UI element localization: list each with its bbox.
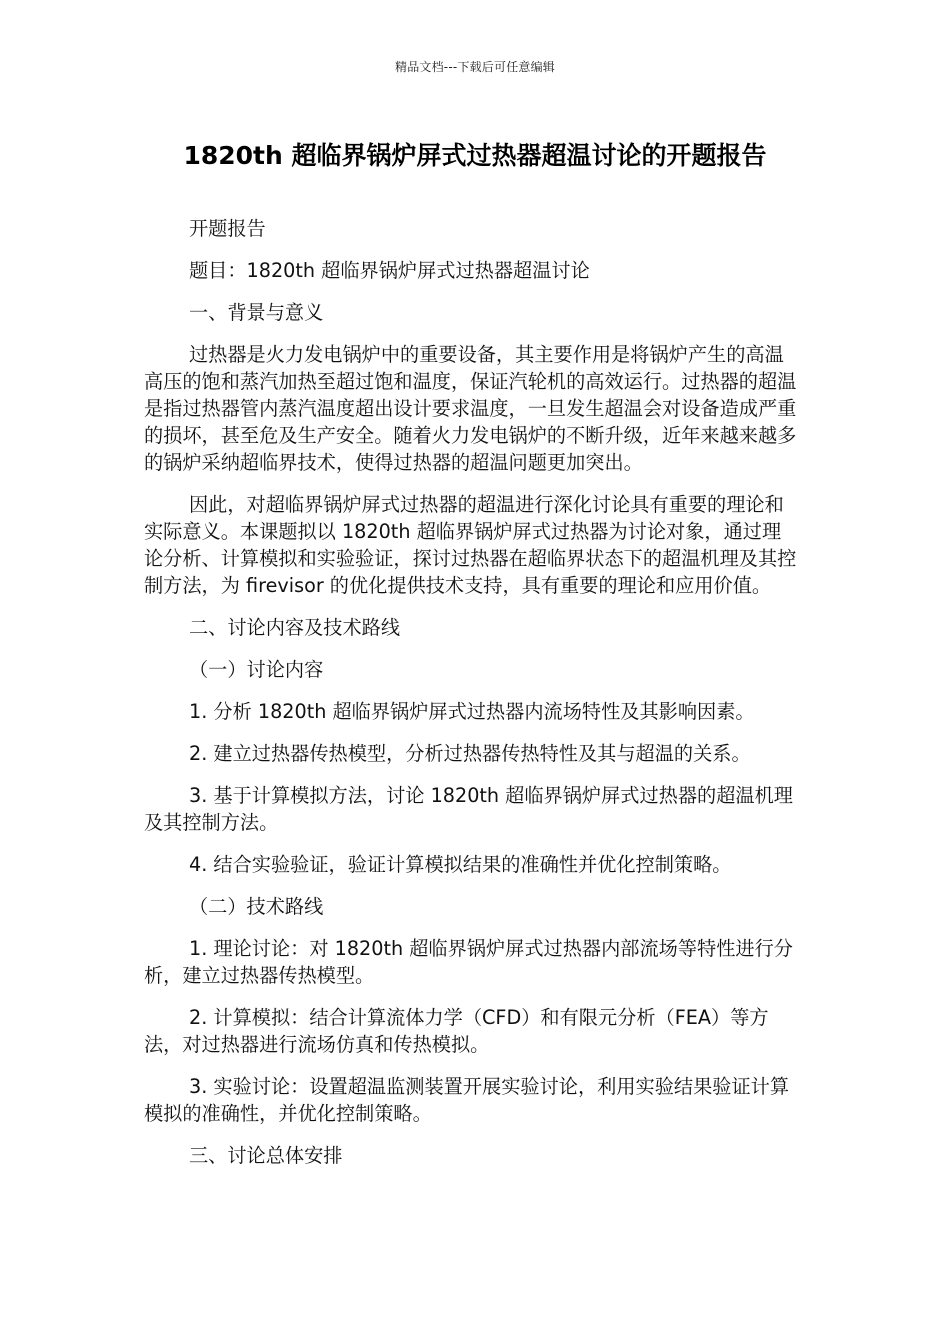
section-heading-schedule: 三、讨论总体安排	[189, 1144, 343, 1167]
list-item-content-2: 2. 建立过热器传热模型，分析过热器传热特性及其与超温的关系。	[189, 742, 751, 765]
subsection-heading-route: （二）技术路线	[189, 895, 324, 918]
list-item-route-1: 1. 理论讨论：对 1820th 超临界锅炉屏式过热器内部流场等特性进行分析，建立过热器传热模型。	[144, 937, 793, 987]
list-item-route-3: 3. 实验讨论：设置超温监测装置开展实验讨论，利用实验结果验证计算模拟的准确性，并优化控制策略。	[144, 1075, 790, 1125]
list-item-content-1: 1. 分析 1820th 超临界锅炉屏式过热器内流场特性及其影响因素。	[189, 700, 755, 723]
subsection-heading-content: （一）讨论内容	[189, 658, 324, 681]
list-item-content-3: 3. 基于计算模拟方法，讨论 1820th 超临界锅炉屏式过热器的超温机理及其控制方法。	[144, 784, 793, 834]
paragraph-topic: 题目：1820th 超临界锅炉屏式过热器超温讨论	[189, 259, 590, 282]
document-body	[144, 215, 800, 1184]
section-heading-content-route: 二、讨论内容及技术路线	[189, 616, 401, 639]
paragraph-significance: 因此，对超临界锅炉屏式过热器的超温进行深化讨论具有重要的理论和实际意义。本课题拟以 1820th 超临界锅炉屏式过热器为讨论对象，通过理论分析、计算模拟和实验验证，探讨过热器在超临界状态下的超温机理及其控制方法，为 firevisor 的优化提供技术支持，具有重要的理论和应用价值。	[144, 493, 797, 597]
document-title: 1820th 超临界锅炉屏式过热器超温讨论的开题报告	[183, 141, 767, 170]
list-item-content-4: 4. 结合实验验证，验证计算模拟结果的准确性并优化控制策略。	[189, 853, 732, 876]
page-header: 精品文档---下载后可任意编辑	[395, 60, 555, 74]
list-item-route-2: 2. 计算模拟：结合计算流体力学（CFD）和有限元分析（FEA）等方法，对过热器进行流场仿真和传热模拟。	[144, 1006, 769, 1056]
section-heading-background: 一、背景与意义	[189, 301, 324, 324]
paragraph-background: 过热器是火力发电锅炉中的重要设备，其主要作用是将锅炉产生的高温高压的饱和蒸汽加热至超过饱和温度，保证汽轮机的高效运行。过热器的超温是指过热器管内蒸汽温度超出设计要求温度，一旦发生超温会对设备造成严重的损坏，甚至危及生产安全。随着火力发电锅炉的不断升级，近年来越来越多的锅炉采纳超临界技术，使得过热器的超温问题更加突出。	[144, 343, 797, 474]
paragraph-report-label: 开题报告	[189, 217, 266, 240]
